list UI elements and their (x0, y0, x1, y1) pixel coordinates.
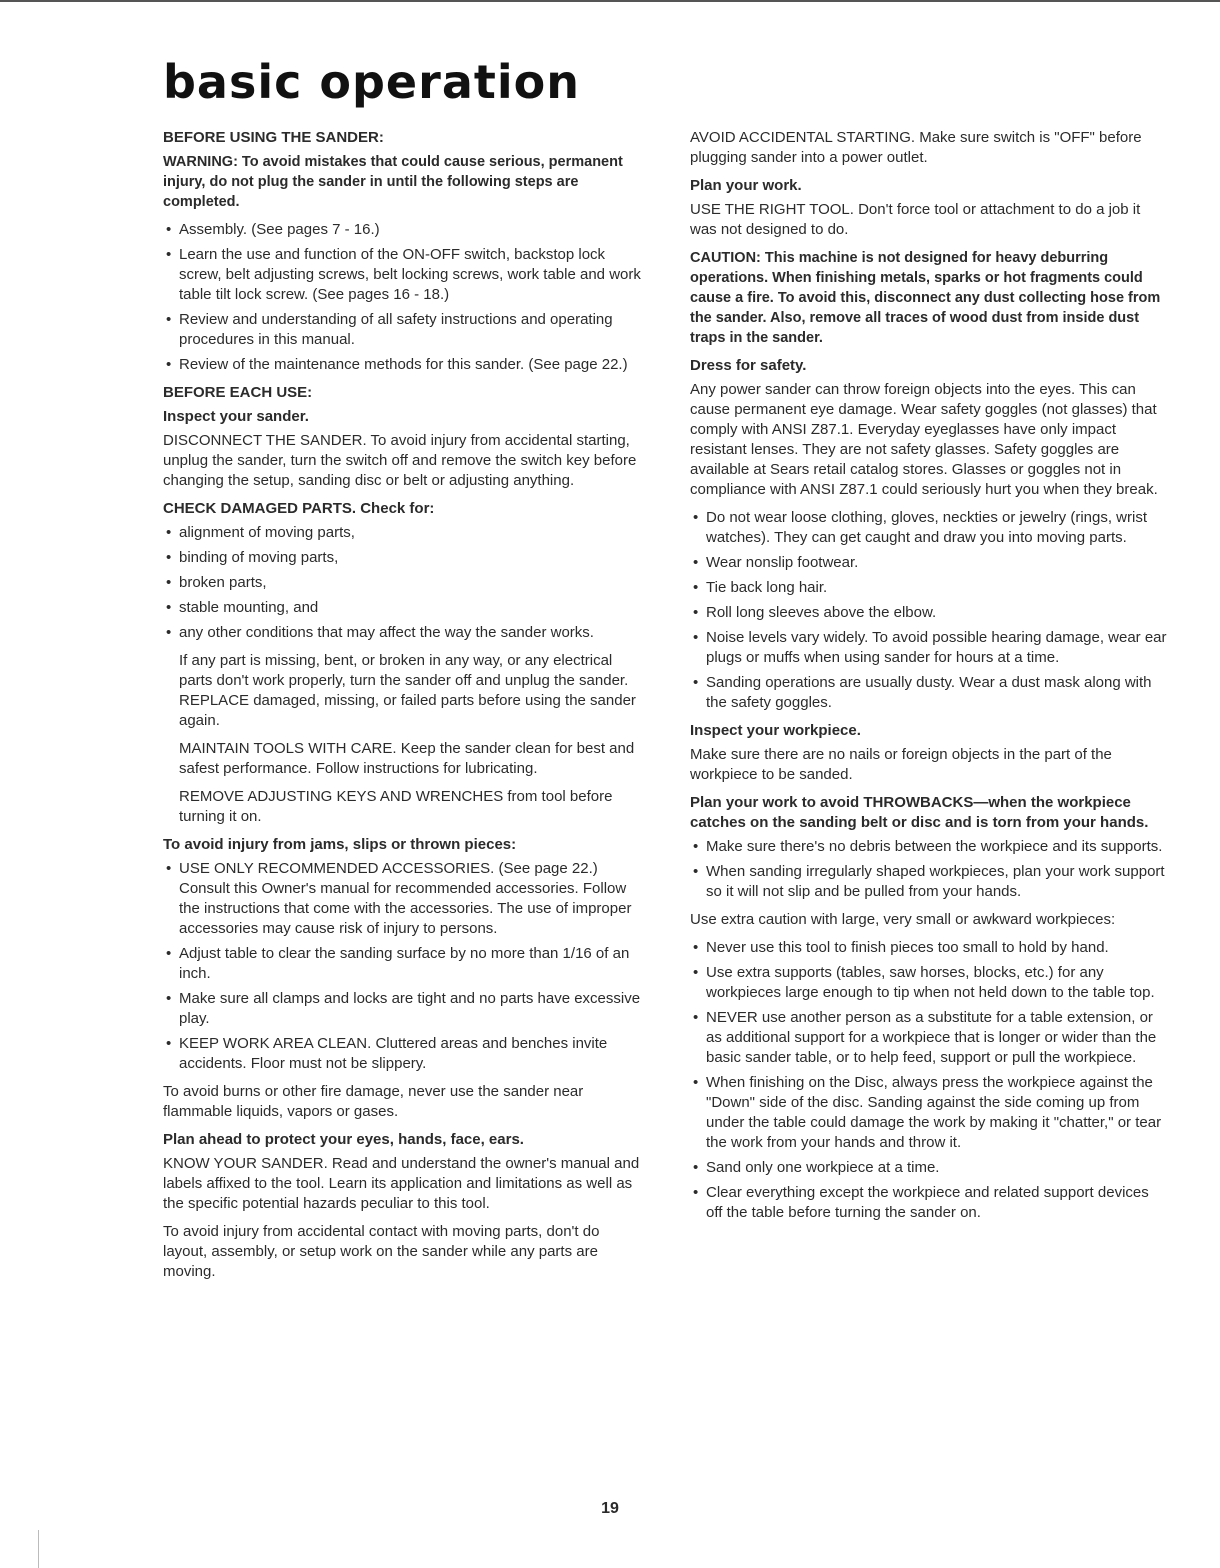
right-column (690, 128, 1168, 1231)
inspect-heading: Inspect your sander. (163, 408, 309, 425)
list-item: • Make sure there's no debris between the workpiece and its supports. (690, 837, 1168, 857)
dress-text: Any power sander can throw foreign objects into the eyes. This can cause permanent eye damage. Wear safety goggles (not glasses) that comply with ANSI Z87.1. Everyday eyeglasses have only impact resistant lenses. They are not safety glasses. Safety goggles are available at Sears retail catalog stores. Glasses or goggles not in compliance with ANSI Z87.1 could seriously hurt you when they break. (690, 381, 1158, 498)
burns-text: To avoid burns or other fire damage, never use the sander near flammable liquids, vapors or gases. (163, 1083, 584, 1120)
throwbacks-heading: Plan your work to avoid THROWBACKS—when the workpiece catches on the sanding belt or disc and is torn from your hands. (690, 794, 1149, 831)
list-item: • Wear nonslip footwear. (690, 553, 1168, 573)
list-item: • Roll long sleeves above the elbow. (690, 603, 1168, 623)
list-item: • Noise levels vary widely. To avoid possible hearing damage, wear ear plugs or muffs when using sander for hours at a time. (690, 628, 1168, 668)
before-each-heading: BEFORE EACH USE: (163, 384, 313, 401)
before-using-list (163, 220, 643, 375)
page-title: basic operation (163, 55, 580, 109)
disconnect-text: DISCONNECT THE SANDER. To avoid injury from accidental starting, unplug the sander, turn the switch off and remove the switch key before changing the setup, sanding disc or belt or adjusting anything. (163, 432, 637, 489)
list-item: • Review of the maintenance methods for this sander. (See page 22.) (163, 355, 643, 375)
list-item: • any other conditions that may affect the way the sander works. (163, 623, 643, 643)
list-item: • When sanding irregularly shaped workpieces, plan your work support so it will not slip and be pulled from your hands. (690, 862, 1168, 902)
extra-caution-text: Use extra caution with large, very small or awkward workpieces: (690, 911, 1116, 928)
check-list (163, 523, 643, 643)
jams-heading: To avoid injury from jams, slips or thrown pieces: (163, 836, 517, 853)
maintain-text: MAINTAIN TOOLS WITH CARE. Keep the sander clean for best and safest performance. Follow instructions for lubricating. (179, 740, 635, 777)
list-item: • Never use this tool to finish pieces too small to hold by hand. (690, 938, 1168, 958)
inspect-workpiece-heading: Inspect your workpiece. (690, 722, 861, 739)
list-item: • Assembly. (See pages 7 - 16.) (163, 220, 643, 240)
list-item: • Tie back long hair. (690, 578, 1168, 598)
list-item: • stable mounting, and (163, 598, 643, 618)
dress-list (690, 508, 1168, 713)
warning-text: WARNING: To avoid mistakes that could cause serious, permanent injury, do not plug the sander in until the following steps are completed. (163, 154, 623, 210)
list-item: • Review and understanding of all safety instructions and operating procedures in this manual. (163, 310, 643, 350)
right-tool-text: USE THE RIGHT TOOL. Don't force tool or attachment to do a job it was not designed to do. (690, 201, 1141, 238)
jams-list (163, 859, 643, 1074)
plan-ahead-heading: Plan ahead to protect your eyes, hands, face, ears. (163, 1131, 524, 1148)
list-item: • Make sure all clamps and locks are tight and no parts have excessive play. (163, 989, 643, 1029)
check-heading: CHECK DAMAGED PARTS. Check for: (163, 500, 435, 517)
missing-text: If any part is missing, bent, or broken in any way, or any electrical parts don't work properly, turn the sander off and unplug the sander. REPLACE damaged, missing, or failed parts before using the sander again. (179, 652, 636, 729)
list-item: • Adjust table to clear the sanding surface by no more than 1/16 of an inch. (163, 944, 643, 984)
list-item: • binding of moving parts, (163, 548, 643, 568)
list-item: • When finishing on the Disc, always press the workpiece against the "Down" side of the disc. Sanding against the side coming up from under the table could damage the work by making it "chatter," or tear the work from your hands and throw it. (690, 1073, 1168, 1153)
list-item: • broken parts, (163, 573, 643, 593)
list-item: • Use extra supports (tables, saw horses, blocks, etc.) for any workpieces large enough to tip when not held down to the table top. (690, 963, 1168, 1003)
dress-heading: Dress for safety. (690, 357, 807, 374)
page-number: 19 (601, 1500, 619, 1517)
top-rule (0, 0, 1220, 2)
plan-work-heading: Plan your work. (690, 177, 802, 194)
list-item: • NEVER use another person as a substitute for a table extension, or as additional support for a workpiece that is longer or wider than the basic sander table, or to help feed, support or pull the workpiece. (690, 1008, 1168, 1068)
list-item: • USE ONLY RECOMMENDED ACCESSORIES. (See page 22.) Consult this Owner's manual for recommended accessories. Follow the instructions that come with the accessories. The use of improper accessories may cause risk of injury to persons. (163, 859, 643, 939)
remove-text: REMOVE ADJUSTING KEYS AND WRENCHES from tool before turning it on. (179, 788, 613, 825)
list-item: • Sanding operations are usually dusty. Wear a dust mask along with the safety goggles. (690, 673, 1168, 713)
inspect-workpiece-text: Make sure there are no nails or foreign objects in the part of the workpiece to be sanded. (690, 746, 1112, 783)
list-item: • Sand only one workpiece at a time. (690, 1158, 1168, 1178)
list-item: • alignment of moving parts, (163, 523, 643, 543)
avoid-starting-text: AVOID ACCIDENTAL STARTING. Make sure switch is "OFF" before plugging sander into a power outlet. (690, 129, 1142, 166)
list-item: • Do not wear loose clothing, gloves, neckties or jewelry (rings, wrist watches). They can get caught and draw you into moving parts. (690, 508, 1168, 548)
caution-text: CAUTION: This machine is not designed for heavy deburring operations. When finishing metals, sparks or hot fragments could cause a fire. To avoid this, disconnect any dust collecting hose from the sander. Also, remove all traces of wood dust from inside dust traps in the sander. (690, 250, 1161, 346)
know-text: KNOW YOUR SANDER. Read and understand the owner's manual and labels affixed to the tool. Learn its application and limitations as well as the specific potential hazards peculiar to this tool. (163, 1155, 640, 1212)
list-item: • Learn the use and function of the ON-OFF switch, backstop lock screw, belt adjusting screws, belt locking screws, work table and work table tilt lock screw. (See pages 16 - 18.) (163, 245, 643, 305)
list-item: • KEEP WORK AREA CLEAN. Cluttered areas and benches invite accidents. Floor must not be slippery. (163, 1034, 643, 1074)
contact-text: To avoid injury from accidental contact with moving parts, don't do layout, assembly, or setup work on the sander while any parts are moving. (163, 1223, 600, 1280)
scan-mark (38, 1530, 39, 1568)
before-using-heading: BEFORE USING THE SANDER: (163, 129, 384, 146)
left-column (163, 128, 643, 1290)
extra-caution-list (690, 938, 1168, 1223)
list-item: • Clear everything except the workpiece and related support devices off the table before turning the sander on. (690, 1183, 1168, 1223)
throwbacks-list (690, 837, 1168, 902)
